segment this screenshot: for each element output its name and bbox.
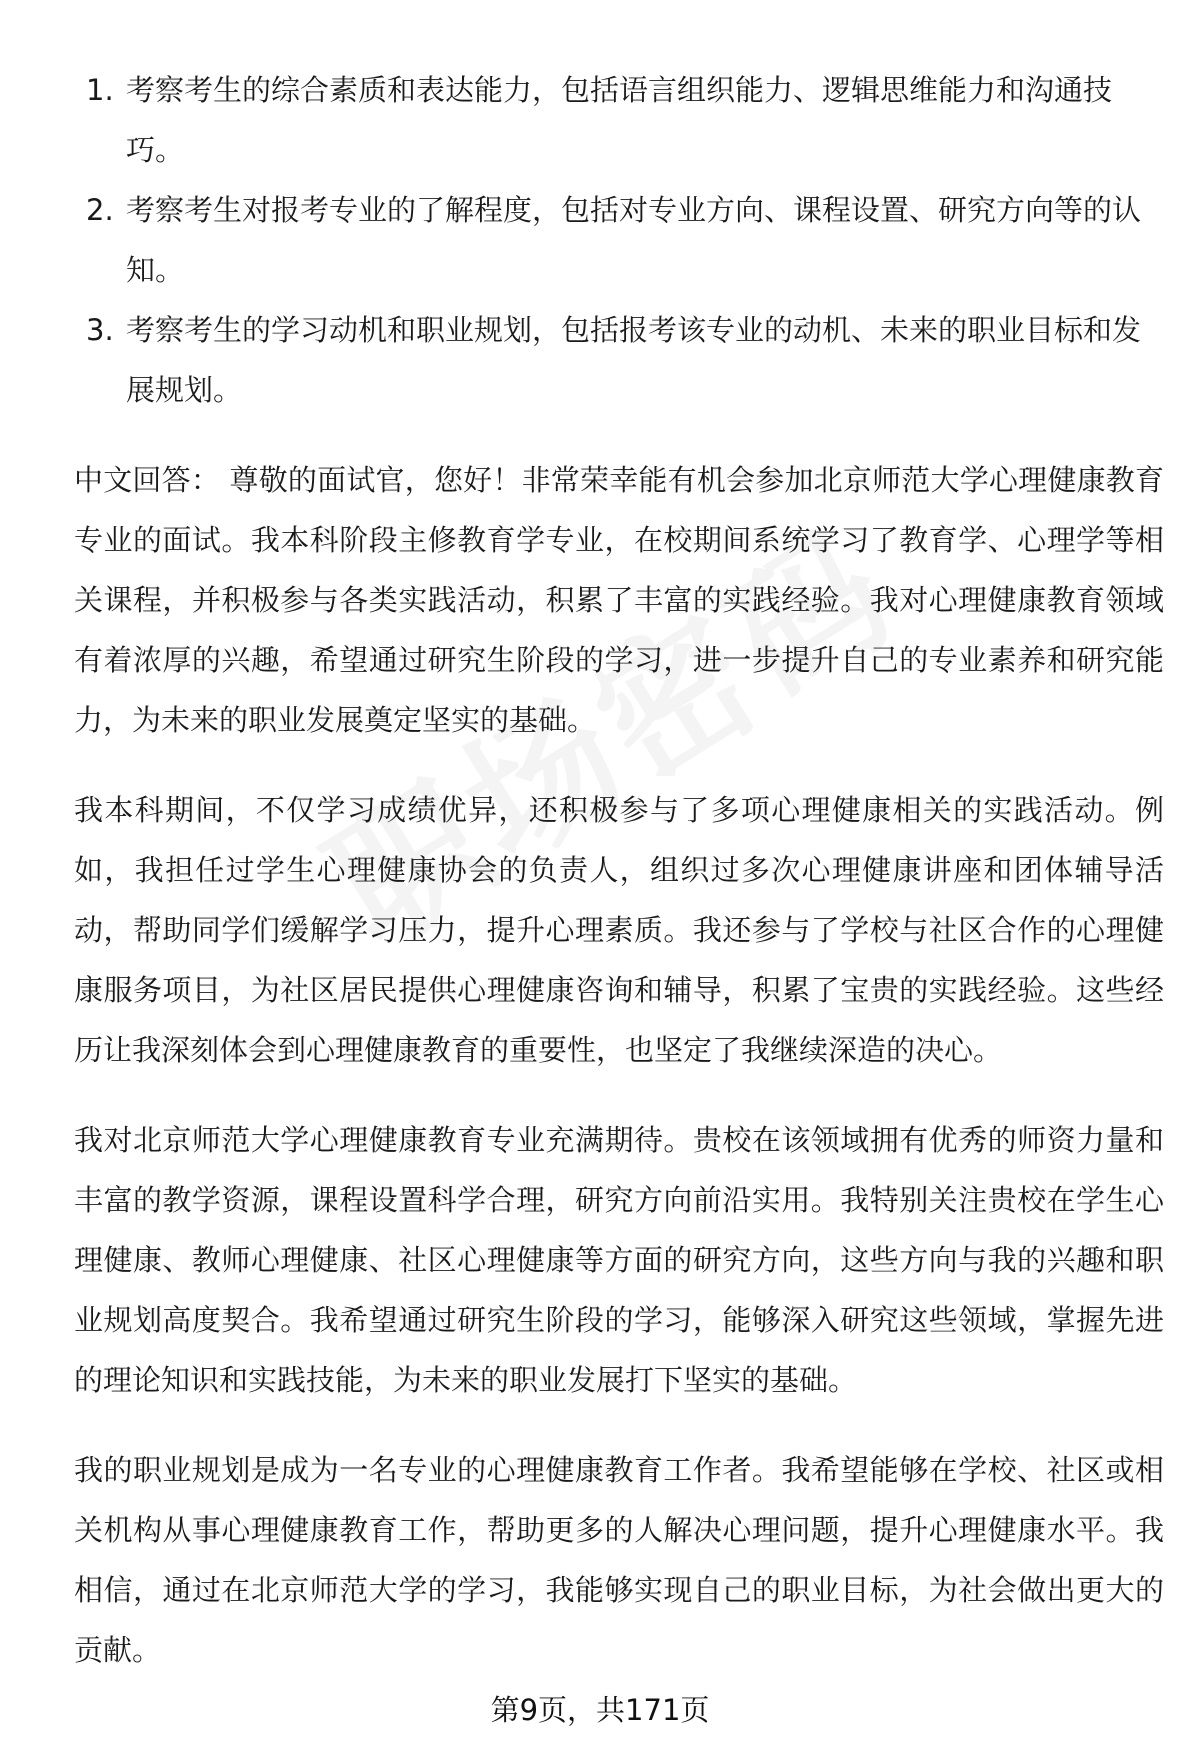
answer-paragraph: 我的职业规划是成为一名专业的心理健康教育工作者。我希望能够在学校、社区或相关机构从事心理健康教育工作，帮助更多的人解决心理问题，提升心理健康水平。我相信，通过在北京师范大学的学习，我能够实现自己的职业目标，为社会做出更大的贡献。 (74, 1453, 1164, 1667)
list-item (74, 60, 1164, 180)
document-body (74, 60, 1164, 1680)
page-number: 第9页，共171页 (490, 1693, 710, 1727)
list-item-number: 3. (86, 313, 114, 347)
list-item-text: 考察考生对报考专业的了解程度，包括对专业方向、课程设置、研究方向等的认知。 (126, 193, 1142, 287)
list-item-text: 考察考生的学习动机和职业规划，包括报考该专业的动机、未来的职业目标和发展规划。 (126, 313, 1142, 407)
list-item (74, 180, 1164, 300)
answer-paragraph: 我本科期间，不仅学习成绩优异，还积极参与了多项心理健康相关的实践活动。例如，我担任过学生心理健康协会的负责人，组织过多次心理健康讲座和团体辅导活动，帮助同学们缓解学习压力，提升心理素质。我还参与了学校与社区合作的心理健康服务项目，为社区居民提供心理健康咨询和辅导，积累了宝贵的实践经验。这些经历让我深刻体会到心理健康教育的重要性，也坚定了我继续深造的决心。 (74, 793, 1164, 1067)
list-item-number: 1. (86, 73, 114, 107)
list-item (74, 300, 1164, 420)
list-item-text: 考察考生的综合素质和表达能力，包括语言组织能力、逻辑思维能力和沟通技巧。 (126, 73, 1113, 167)
list-item-number: 2. (86, 193, 114, 227)
answer-paragraph: 我对北京师范大学心理健康教育专业充满期待。贵校在该领域拥有优秀的师资力量和丰富的教学资源，课程设置科学合理，研究方向前沿实用。我特别关注贵校在学生心理健康、教师心理健康、社区心理健康等方面的研究方向，这些方向与我的兴趣和职业规划高度契合。我希望通过研究生阶段的学习，能够深入研究这些领域，掌握先进的理论知识和实践技能，为未来的职业发展打下坚实的基础。 (74, 1123, 1164, 1397)
answer-paragraph: 中文回答： 尊敬的面试官，您好！非常荣幸能有机会参加北京师范大学心理健康教育专业的面试。我本科阶段主修教育学专业，在校期间系统学习了教育学、心理学等相关课程，并积极参与各类实践活动，积累了丰富的实践经验。我对心理健康教育领域有着浓厚的兴趣，希望通过研究生阶段的学习，进一步提升自己的专业素养和研究能力，为未来的职业发展奠定坚实的基础。 (74, 463, 1164, 737)
criteria-list (74, 60, 1164, 420)
